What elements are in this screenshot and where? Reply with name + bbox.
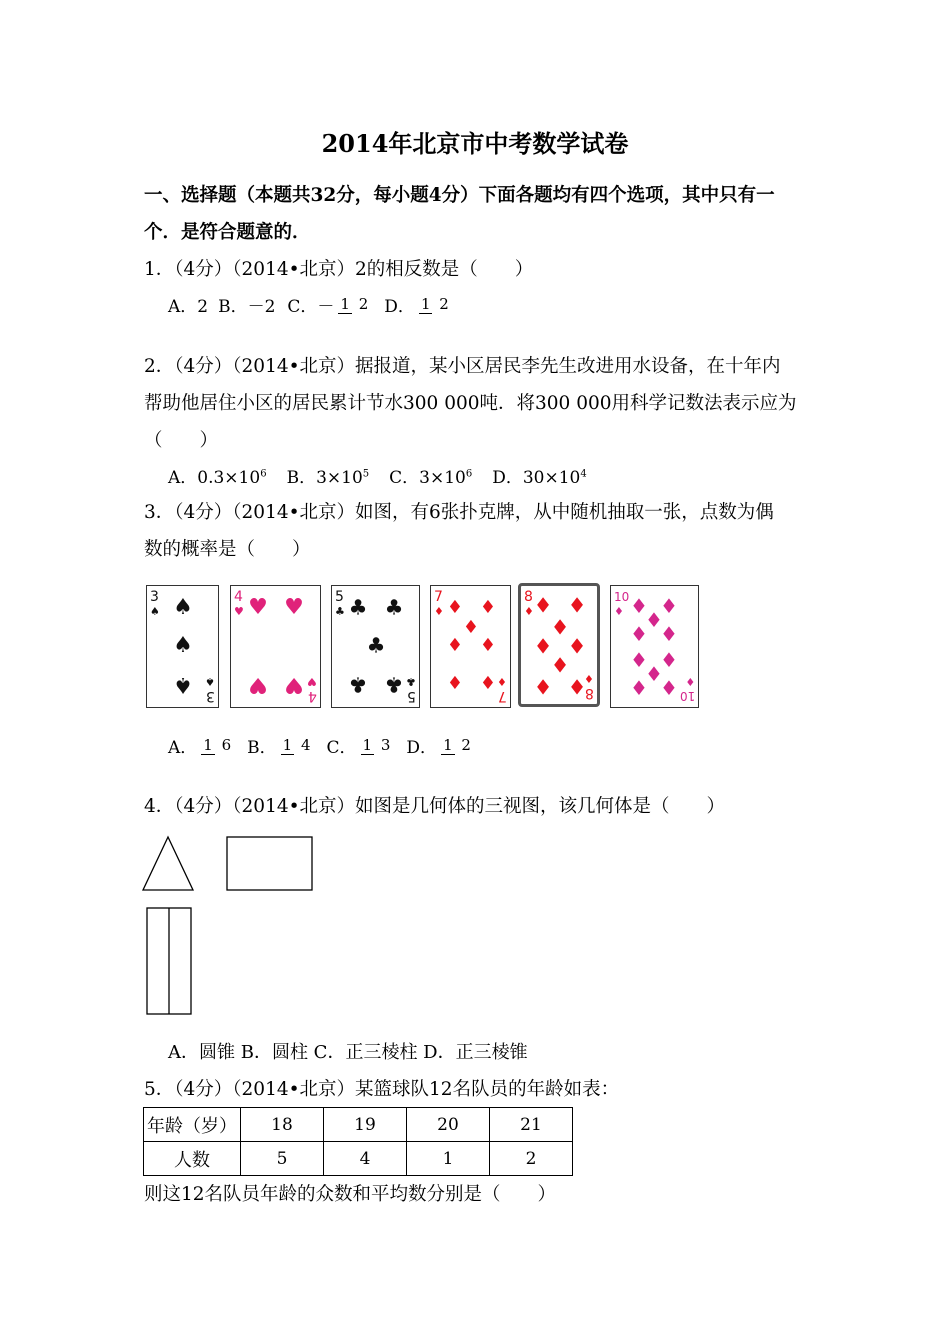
diamond-icon: ♦ — [660, 676, 678, 700]
diamond-icon: ♦ — [479, 635, 497, 656]
diamond-icon: ♦ — [446, 673, 464, 694]
diamond-icon: ♦ — [446, 597, 464, 618]
q1-option-a: A．2 — [168, 297, 209, 317]
question-2-line3: （ ） — [144, 430, 219, 451]
page-title: 2014年北京市中考数学试卷 — [321, 129, 629, 158]
diamond-icon: ♦ — [660, 648, 678, 672]
diamond-icon: ♦ — [446, 635, 464, 656]
q3-option-c-prefix: C． — [326, 738, 357, 758]
q2-option-a: A．$0.3\times 10^6$ — [168, 468, 267, 488]
fraction-denominator: 2 — [461, 735, 471, 754]
diamond-icon: ♦ — [533, 675, 553, 700]
question-2-line1: 2．（4分）（2014•北京）据报道，某小区居民李先生改进用水设备，在十年内 — [144, 356, 781, 377]
card-rank-bottom: 5 ♣ — [406, 675, 416, 704]
fraction-numerator: 1 — [203, 735, 213, 754]
diamond-icon: ♦ — [567, 593, 587, 618]
table-row — [144, 1142, 573, 1176]
heart-icon: ♥ — [284, 672, 304, 697]
question-5-followup: 则这12名队员年龄的众数和平均数分别是（ ） — [144, 1184, 557, 1205]
table-cell: 4 — [324, 1142, 407, 1176]
diamond-icon: ♦ — [567, 675, 587, 700]
table-cell: 1 — [407, 1142, 490, 1176]
fraction-numerator: 1 — [362, 735, 373, 754]
spade-icon: ♠ — [173, 672, 193, 697]
table-row — [144, 1108, 573, 1142]
card-rank-top: 8 ♦ — [524, 589, 534, 618]
q1-option-b: B．－2 — [218, 297, 276, 317]
club-icon: ♣ — [366, 633, 386, 658]
question-3-line1: 3．（4分）（2014•北京）如图，有6张扑克牌，从中随机抽取一张，点数为偶 — [144, 502, 774, 523]
table-header-cell: 人数 — [144, 1142, 241, 1176]
question-1-text: 1．（4分）（2014•北京）2的相反数是（ ） — [144, 259, 534, 280]
diamond-icon: ♦ — [462, 617, 480, 638]
card-rank-top: 4 ♥ — [234, 589, 244, 618]
diamond-icon: ♦ — [630, 594, 648, 618]
fraction-numerator: 1 — [282, 735, 293, 754]
q1-option-c-prefix: C．－ — [287, 297, 335, 317]
table-cell: 18 — [241, 1108, 324, 1142]
table-cell: 21 — [490, 1108, 573, 1142]
diamond-icon: ♦ — [533, 593, 553, 618]
card-rank-bottom: 3 ♠ — [205, 675, 215, 704]
diamond-icon: ♦ — [550, 653, 570, 678]
q3-option-a-prefix: A． — [168, 738, 198, 758]
fraction-denominator: 2 — [439, 294, 449, 313]
question-4-text: 4．（4分）（2014•北京）如图是几何体的三视图，该几何体是（ ） — [144, 796, 726, 817]
card-rank-top: 5 ♣ — [335, 589, 345, 618]
heart-icon: ♥ — [248, 595, 268, 620]
card-rank-bottom: 4 ♥ — [307, 675, 317, 704]
section-heading-line2: 个．是符合题意的． — [144, 222, 311, 243]
q2-option-c: C．$3\times 10^6$ — [389, 468, 473, 488]
section-heading-line1: 一、选择题（本题共32分，每小题4分）下面各题均有四个选项，其中只有一 — [144, 185, 775, 206]
side-view-rectangle — [227, 837, 312, 890]
card-rank-top: 3 ♠ — [150, 589, 160, 618]
diamond-icon: ♦ — [645, 662, 663, 686]
q3-option-b-prefix: B． — [247, 738, 277, 758]
card-rank-top: 7 ♦ — [434, 589, 444, 618]
fraction-numerator: 1 — [443, 735, 453, 754]
table-cell: 5 — [241, 1142, 324, 1176]
table-header-cell: 年龄（岁） — [144, 1108, 241, 1142]
club-icon: ♣ — [384, 595, 404, 620]
diamond-icon: ♦ — [630, 622, 648, 646]
spade-icon: ♠ — [173, 595, 193, 620]
diamond-icon: ♦ — [660, 594, 678, 618]
front-view-triangle — [143, 837, 193, 890]
card-rank-bottom: 10 ♦ — [679, 675, 695, 703]
heart-icon: ♥ — [248, 672, 268, 697]
diamond-icon: ♦ — [630, 648, 648, 672]
question-5-text: 5．（4分）（2014•北京）某篮球队12名队员的年龄如表： — [144, 1079, 620, 1100]
diamond-icon: ♦ — [479, 597, 497, 618]
q2-option-d: D．$30\times 10^4$ — [492, 468, 587, 488]
fraction-denominator: 2 — [358, 294, 369, 313]
diamond-icon: ♦ — [550, 615, 570, 640]
table-cell: 20 — [407, 1108, 490, 1142]
question-2-line2: 帮助他居住小区的居民累计节水300 000吨．将300 000用科学记数法表示应为 — [144, 393, 797, 414]
club-icon: ♣ — [384, 672, 404, 697]
q3-option-d-prefix: D． — [406, 738, 438, 758]
age-table — [143, 1107, 573, 1176]
q1-option-d-prefix: D． — [384, 297, 415, 317]
diamond-icon: ♦ — [660, 622, 678, 646]
diamond-icon: ♦ — [479, 673, 497, 694]
card-rank-top: 10 ♦ — [614, 590, 630, 618]
question-4-options: A．圆锥 B．圆柱 C．正三棱柱 D．正三棱锥 — [168, 1042, 528, 1063]
card-rank-bottom: 7 ♦ — [497, 675, 507, 704]
diamond-icon: ♦ — [645, 608, 663, 632]
table-cell: 19 — [324, 1108, 407, 1142]
heart-icon: ♥ — [284, 595, 304, 620]
fraction-denominator: 6 — [221, 735, 232, 754]
diamond-icon: ♦ — [567, 634, 587, 659]
fraction-denominator: 3 — [380, 735, 391, 754]
fraction-numerator: 1 — [340, 294, 350, 313]
club-icon: ♣ — [348, 595, 368, 620]
fraction-denominator: 4 — [300, 735, 311, 754]
table-cell: 2 — [490, 1142, 573, 1176]
question-3-line2: 数的概率是（ ） — [144, 539, 311, 560]
diamond-icon: ♦ — [533, 634, 553, 659]
spade-icon: ♠ — [173, 633, 193, 658]
diamond-icon: ♦ — [630, 676, 648, 700]
card-rank-bottom: 8 ♦ — [584, 672, 594, 701]
q2-option-b: B．$3\times 10^5$ — [286, 468, 370, 488]
fraction-numerator: 1 — [420, 294, 431, 313]
club-icon: ♣ — [348, 672, 368, 697]
